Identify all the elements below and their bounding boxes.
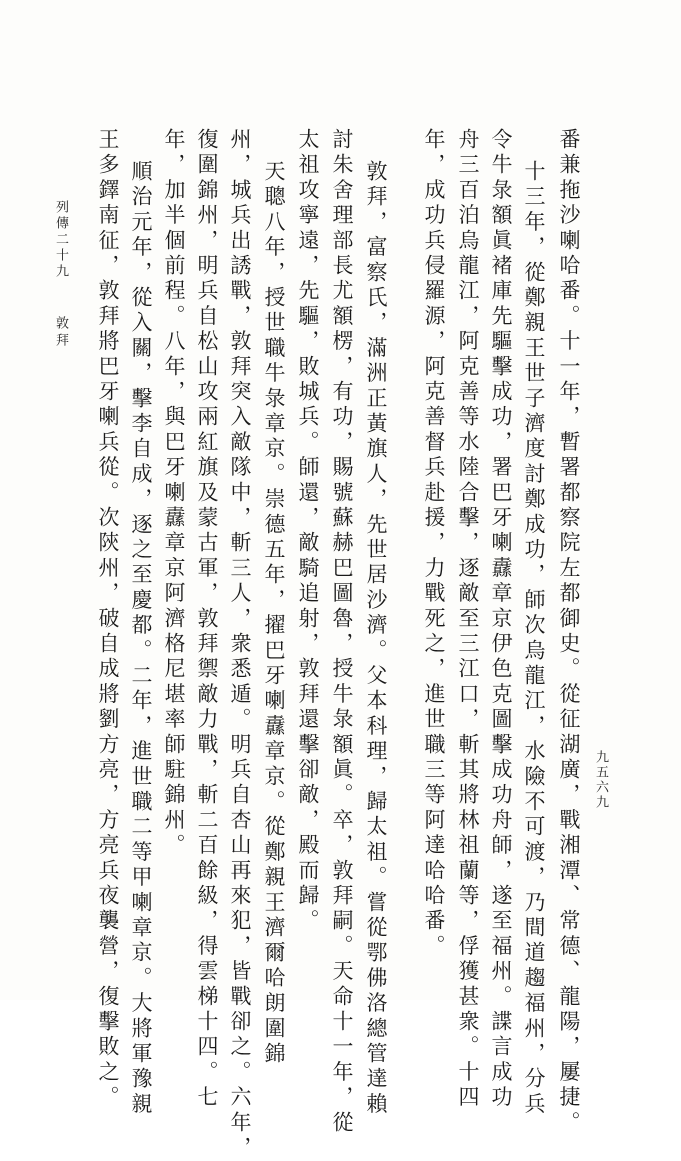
text-column-5: 年，成功兵侵羅源，阿克善督兵赴援，力戰死之，進世職三等阿達哈哈番。 (422, 128, 446, 960)
page-number: 九五六九 (593, 750, 608, 810)
text-column-9: 天聰八年，授世職牛彔章京。崇德五年，擢巴牙喇纛章京。從鄭親王濟爾哈朗圍錦 (262, 160, 286, 1068)
text-column-2: 十三年，從鄭親王世子濟度討鄭成功，師次烏龍江，水險不可渡，乃間道趨福州，分兵 (522, 160, 546, 1118)
text-column-7: 討朱舍理部長尤額楞，有功，賜號蘇赫巴圖魯，授牛彔額眞。卒，敦拜嗣。天命十一年，從 (330, 128, 354, 1136)
text-column-8: 太祖攻寧遠，先驅，敗城兵。師還，敵騎追射，敦拜還擊卻敵，殿而歸。 (296, 128, 320, 935)
text-column-6: 敦拜，富察氏，滿洲正黃旗人，先世居沙濟。父本科理，歸太祖。嘗從鄂佛洛總管達賴 (364, 160, 388, 1118)
text-column-3: 令牛彔額眞褚庫先驅擊成功，署巴牙喇纛章京伊色克圖擊成功舟師，遂至福州。諜言成功 (489, 128, 513, 1111)
text-column-13: 順治元年，從入關，擊李自成，逐之至慶都。二年，進世職二等甲喇章京。大將軍豫親 (129, 160, 153, 1118)
text-column-12: 年，加半個前程。八年，與巴牙喇纛章京阿濟格尼堪率師駐錦州。 (162, 128, 186, 859)
text-column-1: 番兼拖沙喇哈番。十一年，暫署都察院左都御史。從征湖廣，戰湘潭、常德、龍陽，屢捷。 (557, 128, 581, 1136)
text-column-14: 王多鐸南征，敦拜將巴牙喇兵從。次陝州，破自成將劉方亮，方亮兵夜襲營，復擊敗之。 (96, 128, 120, 1111)
chapter-title: 列傳二十九 (53, 200, 68, 280)
text-column-11: 復圍錦州，明兵自松山攻兩紅旗及蒙古軍，敦拜禦敵力戰，斬二百餘級，得雲梯十四。七 (195, 128, 219, 1111)
text-column-4: 舟三百泊烏龍江，阿克善等水陸合擊，逐敵至三江口，斬其將林祖蘭等，俘獲甚衆。十四 (456, 128, 480, 1111)
section-subject: 敦拜 (53, 316, 68, 350)
text-column-10: 州，城兵出誘戰，敦拜突入敵隊中，斬三人，衆悉遁。明兵自杏山再來犯，皆戰卻之。六年， (228, 128, 252, 1161)
